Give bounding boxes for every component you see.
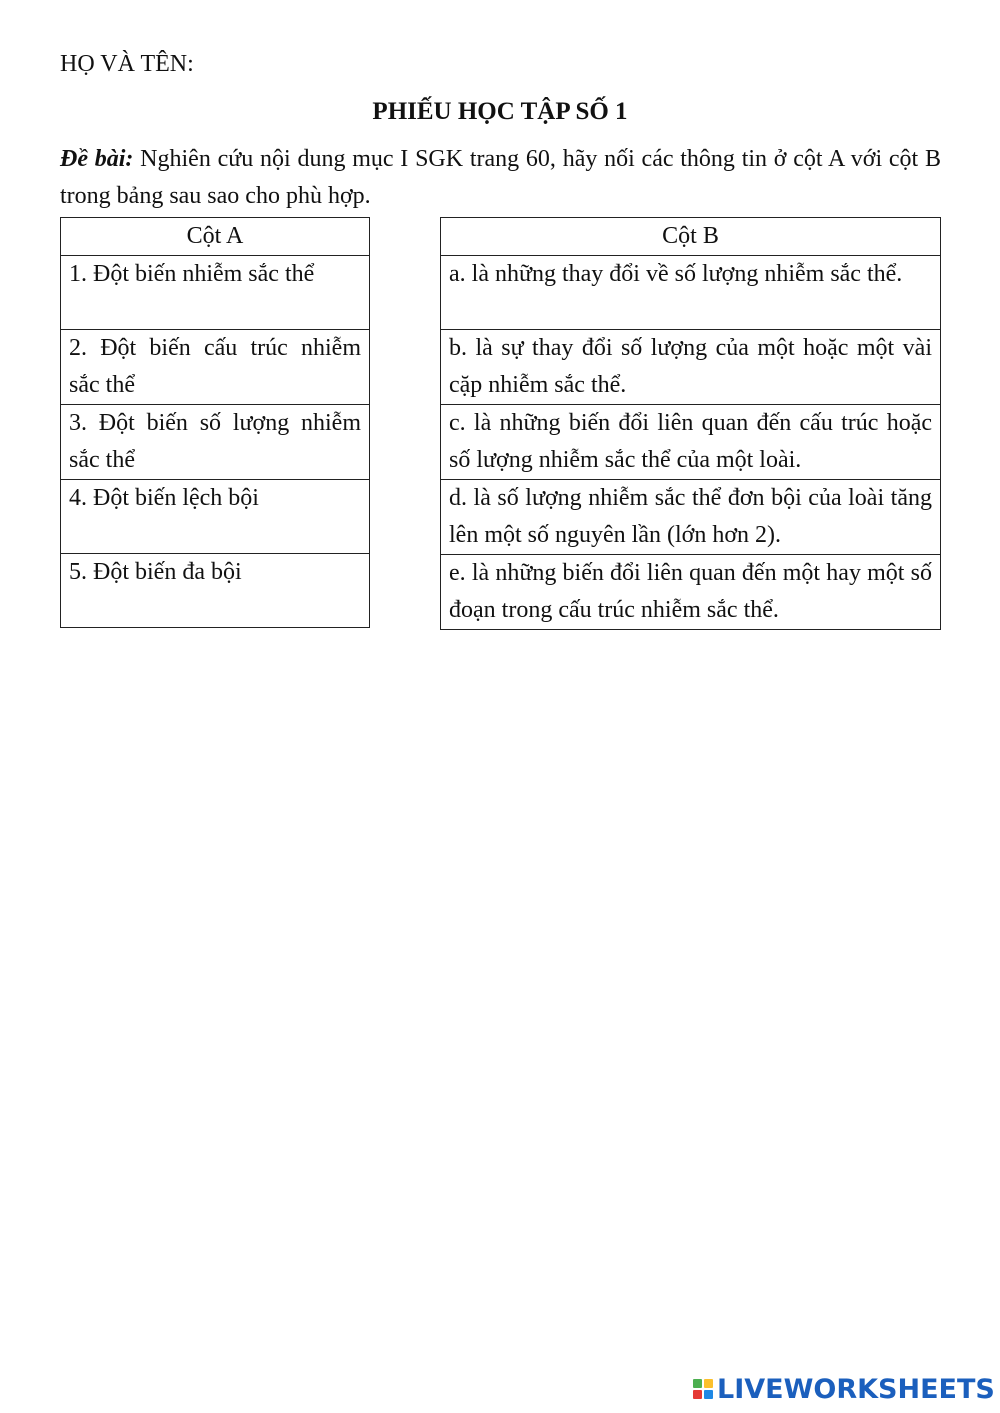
column-a-item[interactable]: 2. Đột biến cấu trúc nhiễm sắc thể — [61, 330, 370, 405]
mark-square — [693, 1379, 702, 1388]
prompt-lead: Đề bài: — [60, 146, 134, 172]
column-a-item[interactable]: 4. Đột biến lệch bội — [61, 480, 370, 554]
column-b-header: Cột B — [441, 218, 941, 256]
prompt-text: Nghiên cứu nội dung mục I SGK trang 60, hãy nối các thông tin ở cột A với cột B trong bảng sau sao cho phù hợp. — [60, 146, 942, 209]
column-a-table — [60, 217, 370, 628]
column-a-item[interactable]: 1. Đột biến nhiễm sắc thể — [61, 256, 370, 330]
column-a-item[interactable]: 3. Đột biến số lượng nhiễm sắc thể — [61, 405, 370, 480]
column-a-item[interactable]: 5. Đột biến đa bội — [61, 554, 370, 628]
column-a-header: Cột A — [61, 218, 370, 256]
name-label: HỌ VÀ TÊN: — [60, 51, 194, 77]
logo-text: LIVEWORKSHEETS — [717, 1373, 995, 1405]
column-b-table — [440, 217, 941, 630]
mark-square — [704, 1390, 713, 1399]
liveworksheets-logo[interactable] — [693, 1374, 995, 1404]
mark-square — [693, 1390, 702, 1399]
task-prompt — [60, 141, 941, 215]
column-b-item[interactable]: c. là những biến đổi liên quan đến cấu trúc hoặc số lượng nhiễm sắc thể của một loài. — [441, 405, 941, 480]
liveworksheets-mark-icon — [693, 1379, 713, 1399]
column-b-item[interactable]: e. là những biến đổi liên quan đến một hay một số đoạn trong cấu trúc nhiễm sắc thể. — [441, 555, 941, 630]
column-b-item[interactable]: d. là số lượng nhiễm sắc thể đơn bội của loài tăng lên một số nguyên lần (lớn hơn 2). — [441, 480, 941, 555]
column-b-item[interactable]: a. là những thay đổi về số lượng nhiễm sắc thể. — [441, 256, 941, 330]
column-b-item[interactable]: b. là sự thay đổi số lượng của một hoặc một vài cặp nhiễm sắc thể. — [441, 330, 941, 405]
worksheet-title: PHIẾU HỌC TẬP SỐ 1 — [372, 98, 628, 125]
mark-square — [704, 1379, 713, 1388]
